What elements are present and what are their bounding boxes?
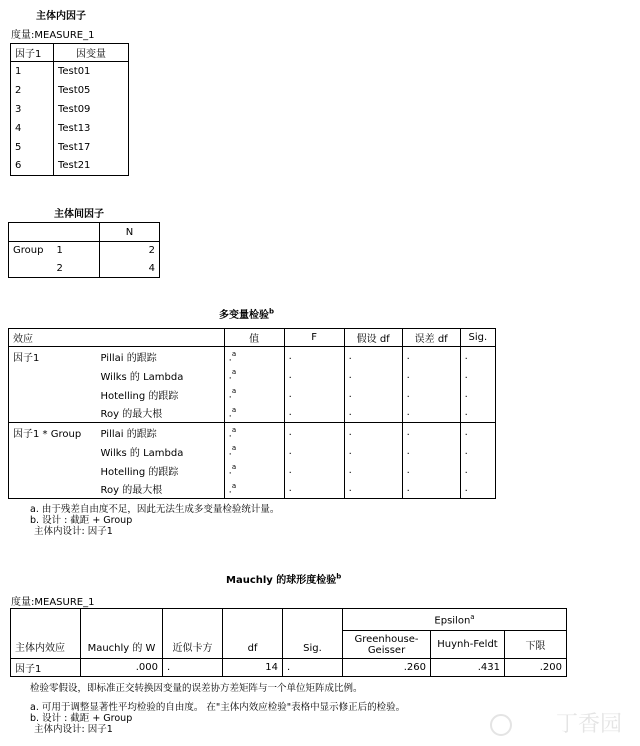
table-row [9, 461, 496, 480]
sig-cell: . [464, 483, 468, 495]
table-row [9, 480, 496, 499]
factor-level: 3 [11, 100, 54, 119]
between-factors-table [8, 222, 160, 278]
watermark-text: 丁香园 [555, 712, 622, 737]
watermark-logo-icon [490, 714, 512, 736]
header-sig: Sig. [283, 609, 343, 659]
value-cell: .$^a$ [224, 347, 284, 366]
factor-level: 6 [11, 157, 54, 176]
dependent-variable: Test21 [58, 160, 91, 172]
mauchly-row-effect: 因子1 [11, 659, 81, 677]
group-n-1: 2 [148, 245, 155, 257]
header-chi-square: 近似卡方 [163, 609, 223, 659]
table-row [11, 81, 129, 100]
value-cell: .$^a$ [224, 442, 284, 461]
sig-cell: . [464, 350, 468, 362]
multivariate-title: 多变量检验$^b$ [219, 307, 275, 321]
test-name: Roy 的最大根 [97, 480, 225, 499]
header-greenhouse-geisser: Greenhouse-Geisser [343, 631, 431, 659]
within-factors-table [10, 43, 129, 176]
table-row [9, 423, 496, 442]
between-factors-title: 主体间因子 [54, 209, 104, 220]
table-row [11, 157, 129, 176]
table-row [11, 100, 129, 119]
hypothesis-df-cell: . [344, 480, 402, 499]
header-sig: Sig. [468, 332, 488, 343]
header-value: 值 [224, 329, 284, 347]
value-cell: .$^a$ [224, 366, 284, 385]
error-df-cell: . [402, 385, 460, 404]
dependent-variable: Test01 [58, 65, 91, 77]
effect-name [9, 404, 97, 423]
value-cell: .$^a$ [224, 480, 284, 499]
multivariate-note-design: 主体内设计: 因子1 [34, 526, 113, 537]
hypothesis-df-cell: . [344, 347, 402, 366]
within-factors-title: 主体内因子 [36, 11, 86, 22]
group-label: Group [13, 245, 44, 257]
dependent-variable: Test09 [58, 103, 91, 115]
header-dependent-variable: 因变量 [76, 49, 106, 60]
mauchly-footnote: 检验零假设，即标准正交转换因变量的误差协方差矩阵与一个单位矩阵成比例。 [30, 683, 363, 694]
sig-cell: . [464, 407, 468, 419]
header-epsilon: Epsilon$^a$ [343, 609, 567, 631]
header-mauchly-w: Mauchly 的 W [81, 609, 163, 659]
table-row [9, 442, 496, 461]
sig-cell: . [464, 388, 468, 400]
mauchly-row-df: 14 [223, 659, 283, 677]
sig-cell: . [464, 369, 468, 381]
factor-level: 1 [11, 62, 54, 81]
table-row [11, 138, 129, 157]
group-level-1: 1 [53, 242, 100, 260]
table-row [9, 404, 496, 423]
factor-level: 4 [11, 119, 54, 138]
mauchly-row-sig: . [283, 659, 343, 677]
hypothesis-df-cell: . [344, 385, 402, 404]
error-df-cell: . [402, 347, 460, 366]
dependent-variable: Test17 [58, 141, 91, 153]
header-effect: 效应 [9, 329, 225, 347]
test-name: Roy 的最大根 [97, 404, 225, 423]
hypothesis-df-cell: . [344, 461, 402, 480]
mauchly-row-lower: .200 [539, 662, 562, 673]
factor-level: 2 [11, 81, 54, 100]
error-df-cell: . [402, 461, 460, 480]
header-n: N [125, 226, 134, 238]
f-cell: . [284, 404, 344, 423]
table-row [11, 119, 129, 138]
f-cell: . [284, 423, 344, 442]
group-n-2: 4 [148, 262, 155, 274]
mauchly-row-chi: . [163, 659, 223, 677]
mauchly-measure: 度量:MEASURE_1 [11, 597, 95, 608]
test-name: Pillai 的跟踪 [97, 347, 225, 366]
header-within-effect: 主体内效应 [11, 609, 81, 659]
f-cell: . [284, 385, 344, 404]
header-huynh-feldt: Huynh-Feldt [431, 631, 505, 659]
effect-name [9, 442, 97, 461]
mauchly-note-a: a. 可用于调整显著性平均检验的自由度。 在"主体内效应检验"表格中显示修正后的检验。 [30, 702, 406, 713]
sig-cell: . [464, 464, 468, 476]
effect-name: 因子1 * Group [13, 428, 82, 440]
f-cell: . [284, 461, 344, 480]
value-cell: .$^a$ [224, 404, 284, 423]
sig-cell: . [464, 426, 468, 438]
f-cell: . [284, 480, 344, 499]
value-cell: .$^a$ [224, 423, 284, 442]
hypothesis-df-cell: . [344, 404, 402, 423]
multivariate-note-a: a. 由于残差自由度不足，因此无法生成多变量检验统计量。 [30, 504, 280, 515]
header-lower-bound: 下限 [525, 641, 546, 652]
error-df-cell: . [402, 366, 460, 385]
test-name: Wilks 的 Lambda [97, 442, 225, 461]
value-cell: .$^a$ [224, 461, 284, 480]
f-cell: . [284, 347, 344, 366]
within-factors-measure: 度量:MEASURE_1 [11, 30, 95, 41]
dependent-variable: Test05 [58, 84, 91, 96]
f-cell: . [284, 366, 344, 385]
f-cell: . [284, 442, 344, 461]
mauchly-row-w: .000 [81, 659, 163, 677]
effect-name: 因子1 [13, 352, 40, 364]
effect-name [9, 385, 97, 404]
multivariate-note-b: b. 设计 : 截距 + Group [30, 515, 133, 526]
factor-level: 5 [11, 138, 54, 157]
group-level-2: 2 [53, 260, 100, 278]
header-df: df [223, 609, 283, 659]
mauchly-note-b: b. 设计 : 截距 + Group [30, 713, 133, 724]
mauchly-table [10, 608, 567, 677]
header-error-df: 误差 df [402, 329, 460, 347]
test-name: Hotelling 的跟踪 [97, 461, 225, 480]
table-row [9, 385, 496, 404]
header-f: F [284, 329, 344, 347]
value-cell: .$^a$ [224, 385, 284, 404]
table-row [11, 62, 129, 81]
mauchly-title: Mauchly 的球形度检验$^b$ [226, 572, 342, 586]
mauchly-row-gg: .260 [343, 659, 431, 677]
effect-name [9, 461, 97, 480]
multivariate-table [8, 328, 496, 499]
error-df-cell: . [402, 423, 460, 442]
test-name: Hotelling 的跟踪 [97, 385, 225, 404]
error-df-cell: . [402, 442, 460, 461]
hypothesis-df-cell: . [344, 442, 402, 461]
error-df-cell: . [402, 404, 460, 423]
header-factor: 因子1 [11, 44, 54, 62]
hypothesis-df-cell: . [344, 423, 402, 442]
dependent-variable: Test13 [58, 122, 91, 134]
header-hypothesis-df: 假设 df [344, 329, 402, 347]
effect-name [9, 480, 97, 499]
table-row [9, 347, 496, 366]
sig-cell: . [464, 445, 468, 457]
mauchly-row-hf: .431 [431, 659, 505, 677]
test-name: Pillai 的跟踪 [97, 423, 225, 442]
hypothesis-df-cell: . [344, 366, 402, 385]
table-row [9, 366, 496, 385]
mauchly-note-design: 主体内设计: 因子1 [34, 724, 113, 735]
effect-name [9, 366, 97, 385]
error-df-cell: . [402, 480, 460, 499]
test-name: Wilks 的 Lambda [97, 366, 225, 385]
